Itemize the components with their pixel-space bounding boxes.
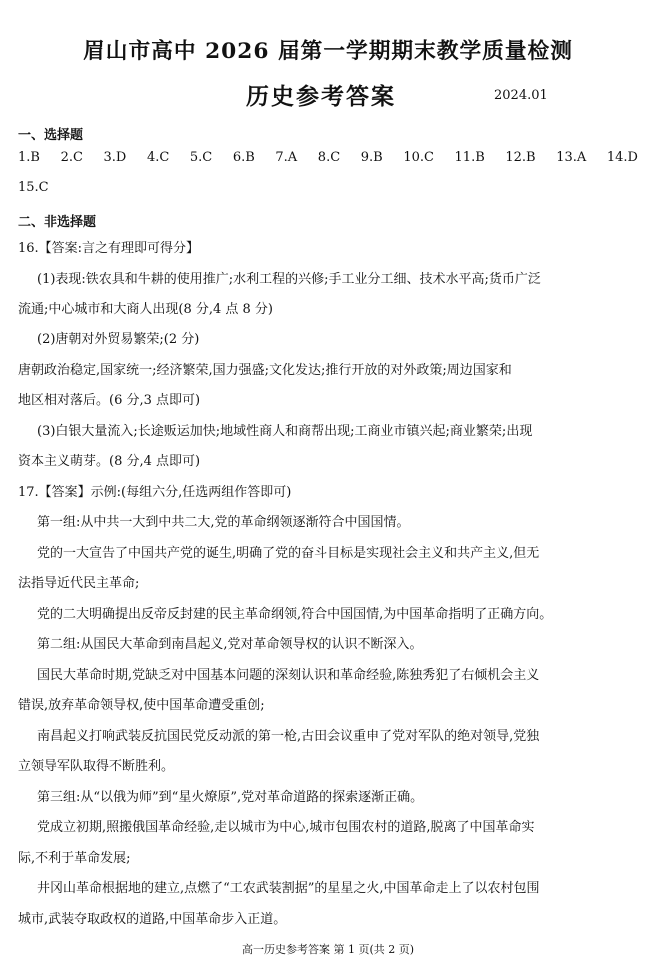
section-heading-choice: 一、选择题 bbox=[18, 128, 84, 143]
choice-answers-row bbox=[18, 150, 638, 165]
answer-item: 15.C bbox=[18, 180, 49, 195]
q17-text-line: 城市,武装夺取政权的道路,中国革命步入正道。 bbox=[18, 912, 287, 927]
q16-text-line: (3)白银大量流入;长途贩运加快;地域性商人和商帮出现;工商业市镇兴起;商业繁荣;出现 bbox=[37, 424, 533, 439]
answer-item: 2.C bbox=[60, 150, 83, 165]
q17-text-line: 际,不利于革命发展; bbox=[18, 851, 131, 866]
q17-text-line: 井冈山革命根据地的建立,点燃了“工农武装割据”的星星之火,中国革命走上了以农村包围 bbox=[37, 881, 540, 896]
answer-item: 3.D bbox=[103, 150, 127, 165]
section-heading-nonchoice: 二、非选择题 bbox=[18, 215, 97, 230]
answer-item: 14.D bbox=[606, 150, 638, 165]
document-date: 2024.01 bbox=[494, 88, 548, 103]
document-subtitle: 历史参考答案 bbox=[246, 83, 396, 110]
q17-text-line: 党成立初期,照搬俄国革命经验,走以城市为中心,城市包围农村的道路,脱离了中国革命实 bbox=[37, 820, 535, 835]
answer-item: 6.B bbox=[232, 150, 255, 165]
answer-item: 8.C bbox=[317, 150, 341, 165]
q16-text-line: 唐朝政治稳定,国家统一;经济繁荣,国力强盛;文化发达;推行开放的对外政策;周边国家和 bbox=[18, 363, 512, 378]
q16-text-line: 流通;中心城市和大商人出现(8 分,4 点 8 分) bbox=[18, 302, 273, 317]
q16-text-line: 资本主义萌芽。(8 分,4 点即可) bbox=[18, 454, 201, 469]
answer-item: 9.B bbox=[360, 150, 383, 165]
q17-text-line: 第三组:从“以俄为师”到“星火燎原”,党对革命道路的探索逐渐正确。 bbox=[37, 790, 424, 805]
answer-item: 1.B bbox=[18, 150, 40, 165]
q16-text-line: (1)表现:铁农具和牛耕的使用推广;水利工程的兴修;手工业分工细、技术水平高;货币广泛 bbox=[37, 272, 541, 287]
answer-item: 5.C bbox=[189, 150, 213, 165]
document-title: 眉山市高中 2026 届第一学期期末教学质量检测 bbox=[83, 39, 573, 64]
q17-text-line: 第一组:从中共一大到中共二大,党的革命纲领逐渐符合中国国情。 bbox=[37, 515, 410, 530]
q17-text-line: 法指导近代民主革命; bbox=[18, 576, 140, 591]
q17-text-line: 国民大革命时期,党缺乏对中国基本问题的深刻认识和革命经验,陈独秀犯了右倾机会主义 bbox=[37, 668, 540, 683]
q17-text-line: 党的二大明确提出反帝反封建的民主革命纲领,符合中国国情,为中国革命指明了正确方向。 bbox=[37, 607, 553, 622]
answer-item: 12.B bbox=[505, 150, 536, 165]
q17-text-line: 第二组:从国民大革命到南昌起义,党对革命领导权的认识不断深入。 bbox=[37, 637, 423, 652]
answer-item: 7.A bbox=[275, 150, 298, 165]
answer-item: 13.A bbox=[556, 150, 587, 165]
q17-text-line: 错误,放弃革命领导权,使中国革命遭受重创; bbox=[18, 698, 265, 713]
q16-text-line: (2)唐朝对外贸易繁荣;(2 分) bbox=[37, 332, 200, 347]
question-16-heading: 16.【答案:言之有理即可得分】 bbox=[18, 241, 200, 256]
answer-item: 11.B bbox=[454, 150, 485, 165]
q17-text-line: 立领导军队取得不断胜利。 bbox=[18, 759, 175, 774]
answer-item: 4.C bbox=[146, 150, 170, 165]
q17-text-line: 南昌起义打响武装反抗国民党反动派的第一枪,古田会议重申了党对军队的绝对领导,党独 bbox=[37, 729, 540, 744]
question-17-heading: 17.【答案】示例:(每组六分,任选两组作答即可) bbox=[18, 485, 292, 500]
answer-item: 10.C bbox=[403, 150, 434, 165]
page-footer: 高一历史参考答案 第 1 页(共 2 页) bbox=[241, 943, 415, 956]
q17-text-line: 党的一大宣告了中国共产党的诞生,明确了党的奋斗目标是实现社会主义和共产主义,但无 bbox=[37, 546, 540, 561]
q16-text-line: 地区相对落后。(6 分,3 点即可) bbox=[18, 393, 201, 408]
